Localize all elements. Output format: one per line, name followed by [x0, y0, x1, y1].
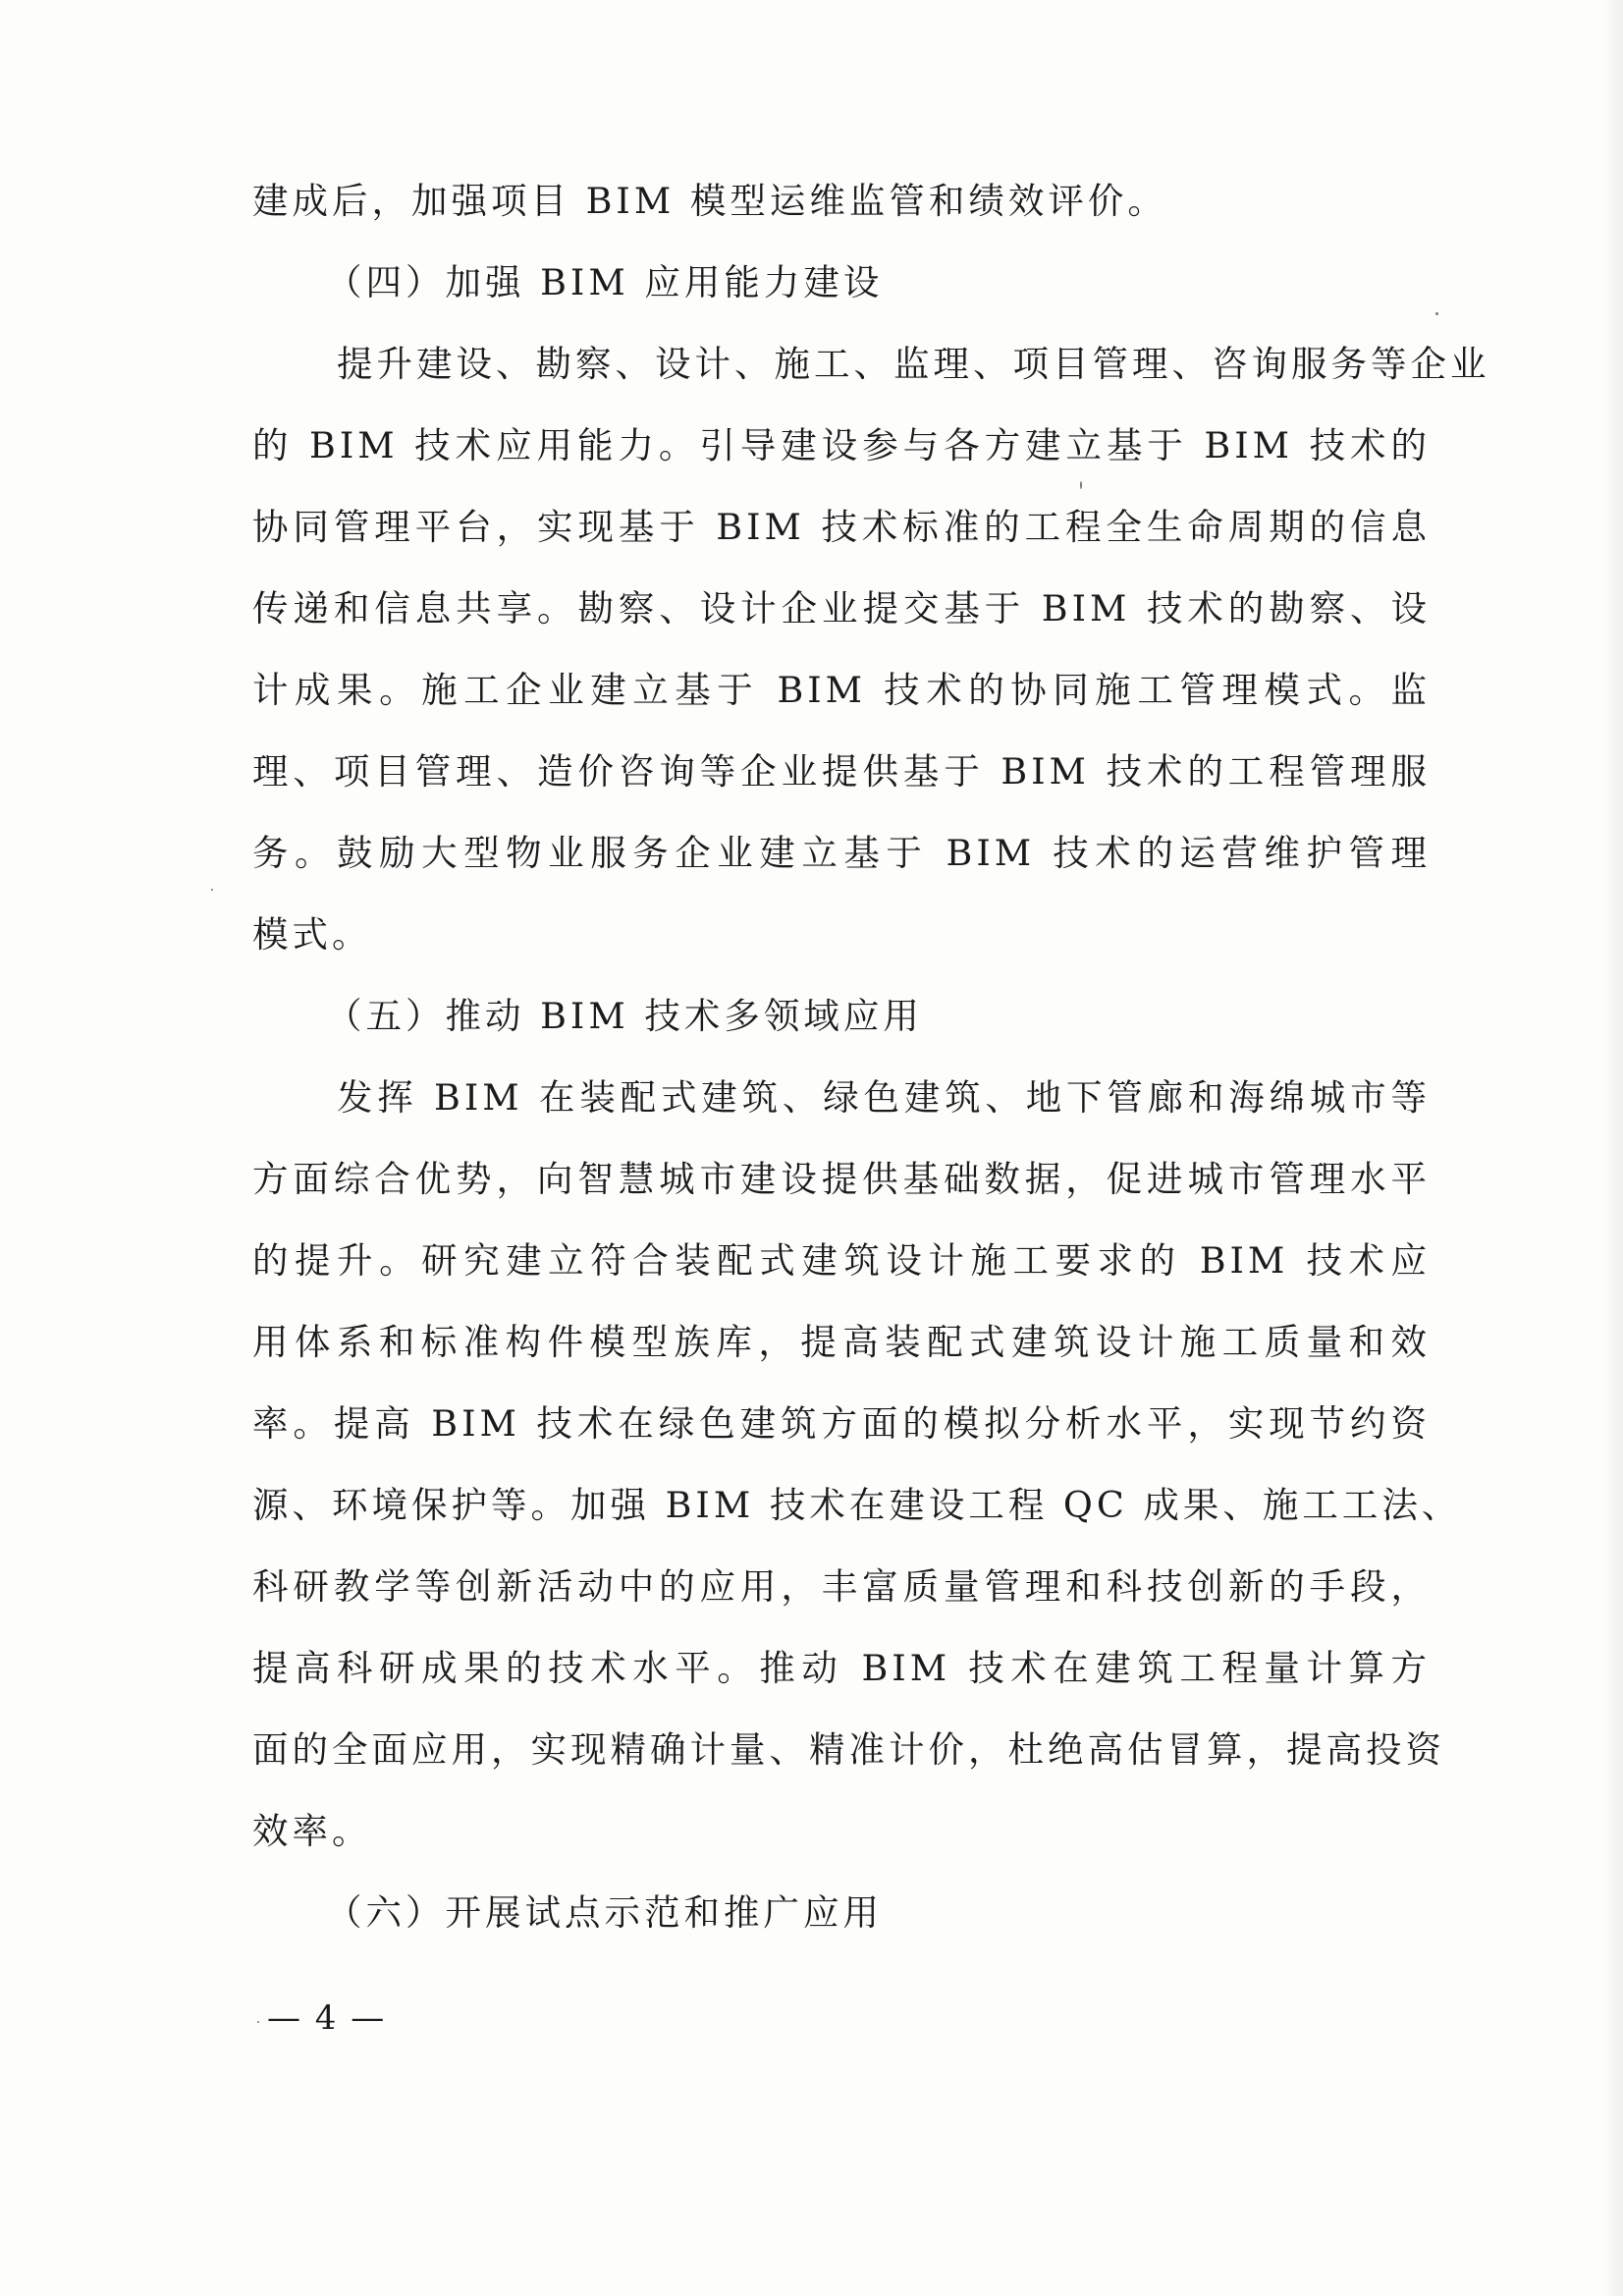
- section-heading-6: （六）开展试点示范和推广应用: [326, 1891, 883, 1934]
- body-line: 提升建设、勘察、设计、施工、监理、项目管理、咨询服务等企业: [337, 343, 1490, 385]
- body-line: 务。鼓励大型物业服务企业建立基于 BIM 技术的运营维护管理: [252, 832, 1431, 874]
- scan-speck: [257, 2021, 259, 2023]
- body-line: 的 BIM 技术应用能力。引导建设参与各方建立基于 BIM 技术的: [252, 424, 1431, 466]
- body-line: 建成后，加强项目 BIM 模型运维监管和绩效评价。: [252, 180, 1167, 222]
- body-line: 源、环境保护等。加强 BIM 技术在建设工程 QC 成果、施工工法、: [252, 1484, 1462, 1526]
- scan-speck: [1435, 312, 1438, 315]
- scan-edge-shadow: [1601, 0, 1623, 2296]
- body-line: 率。提高 BIM 技术在绿色建筑方面的模拟分析水平，实现节约资: [252, 1402, 1431, 1445]
- body-line: 面的全面应用，实现精确计量、精准计价，杜绝高估冒算，提高投资: [252, 1728, 1445, 1771]
- body-line: 方面综合优势，向智慧城市建设提供基础数据，促进城市管理水平: [252, 1158, 1431, 1200]
- body-line: 协同管理平台，实现基于 BIM 技术标准的工程全生命周期的信息: [252, 506, 1431, 548]
- body-line: 效率。: [252, 1810, 372, 1852]
- body-line: 科研教学等创新活动中的应用，丰富质量管理和科技创新的手段，: [252, 1565, 1431, 1608]
- body-line: 用体系和标准构件模型族库，提高装配式建筑设计施工质量和效: [252, 1321, 1431, 1363]
- body-line: 模式。: [252, 913, 372, 956]
- body-line: 计成果。施工企业建立基于 BIM 技术的协同施工管理模式。监: [252, 669, 1431, 711]
- body-line: 的提升。研究建立符合装配式建筑设计施工要求的 BIM 技术应: [252, 1239, 1431, 1282]
- page-number: — 4 —: [267, 1998, 387, 2038]
- scan-speck: [211, 889, 213, 891]
- body-line: 发挥 BIM 在装配式建筑、绿色建筑、地下管廊和海绵城市等: [337, 1076, 1431, 1119]
- body-line: 提高科研成果的技术水平。推动 BIM 技术在建筑工程量计算方: [252, 1647, 1431, 1689]
- section-heading-4: （四）加强 BIM 应用能力建设: [326, 261, 884, 303]
- body-line: 理、项目管理、造价咨询等企业提供基于 BIM 技术的工程管理服: [252, 750, 1431, 793]
- scan-speck: [1080, 481, 1082, 489]
- section-heading-5: （五）推动 BIM 技术多领域应用: [326, 995, 923, 1037]
- body-line: 传递和信息共享。勘察、设计企业提交基于 BIM 技术的勘察、设: [252, 587, 1431, 629]
